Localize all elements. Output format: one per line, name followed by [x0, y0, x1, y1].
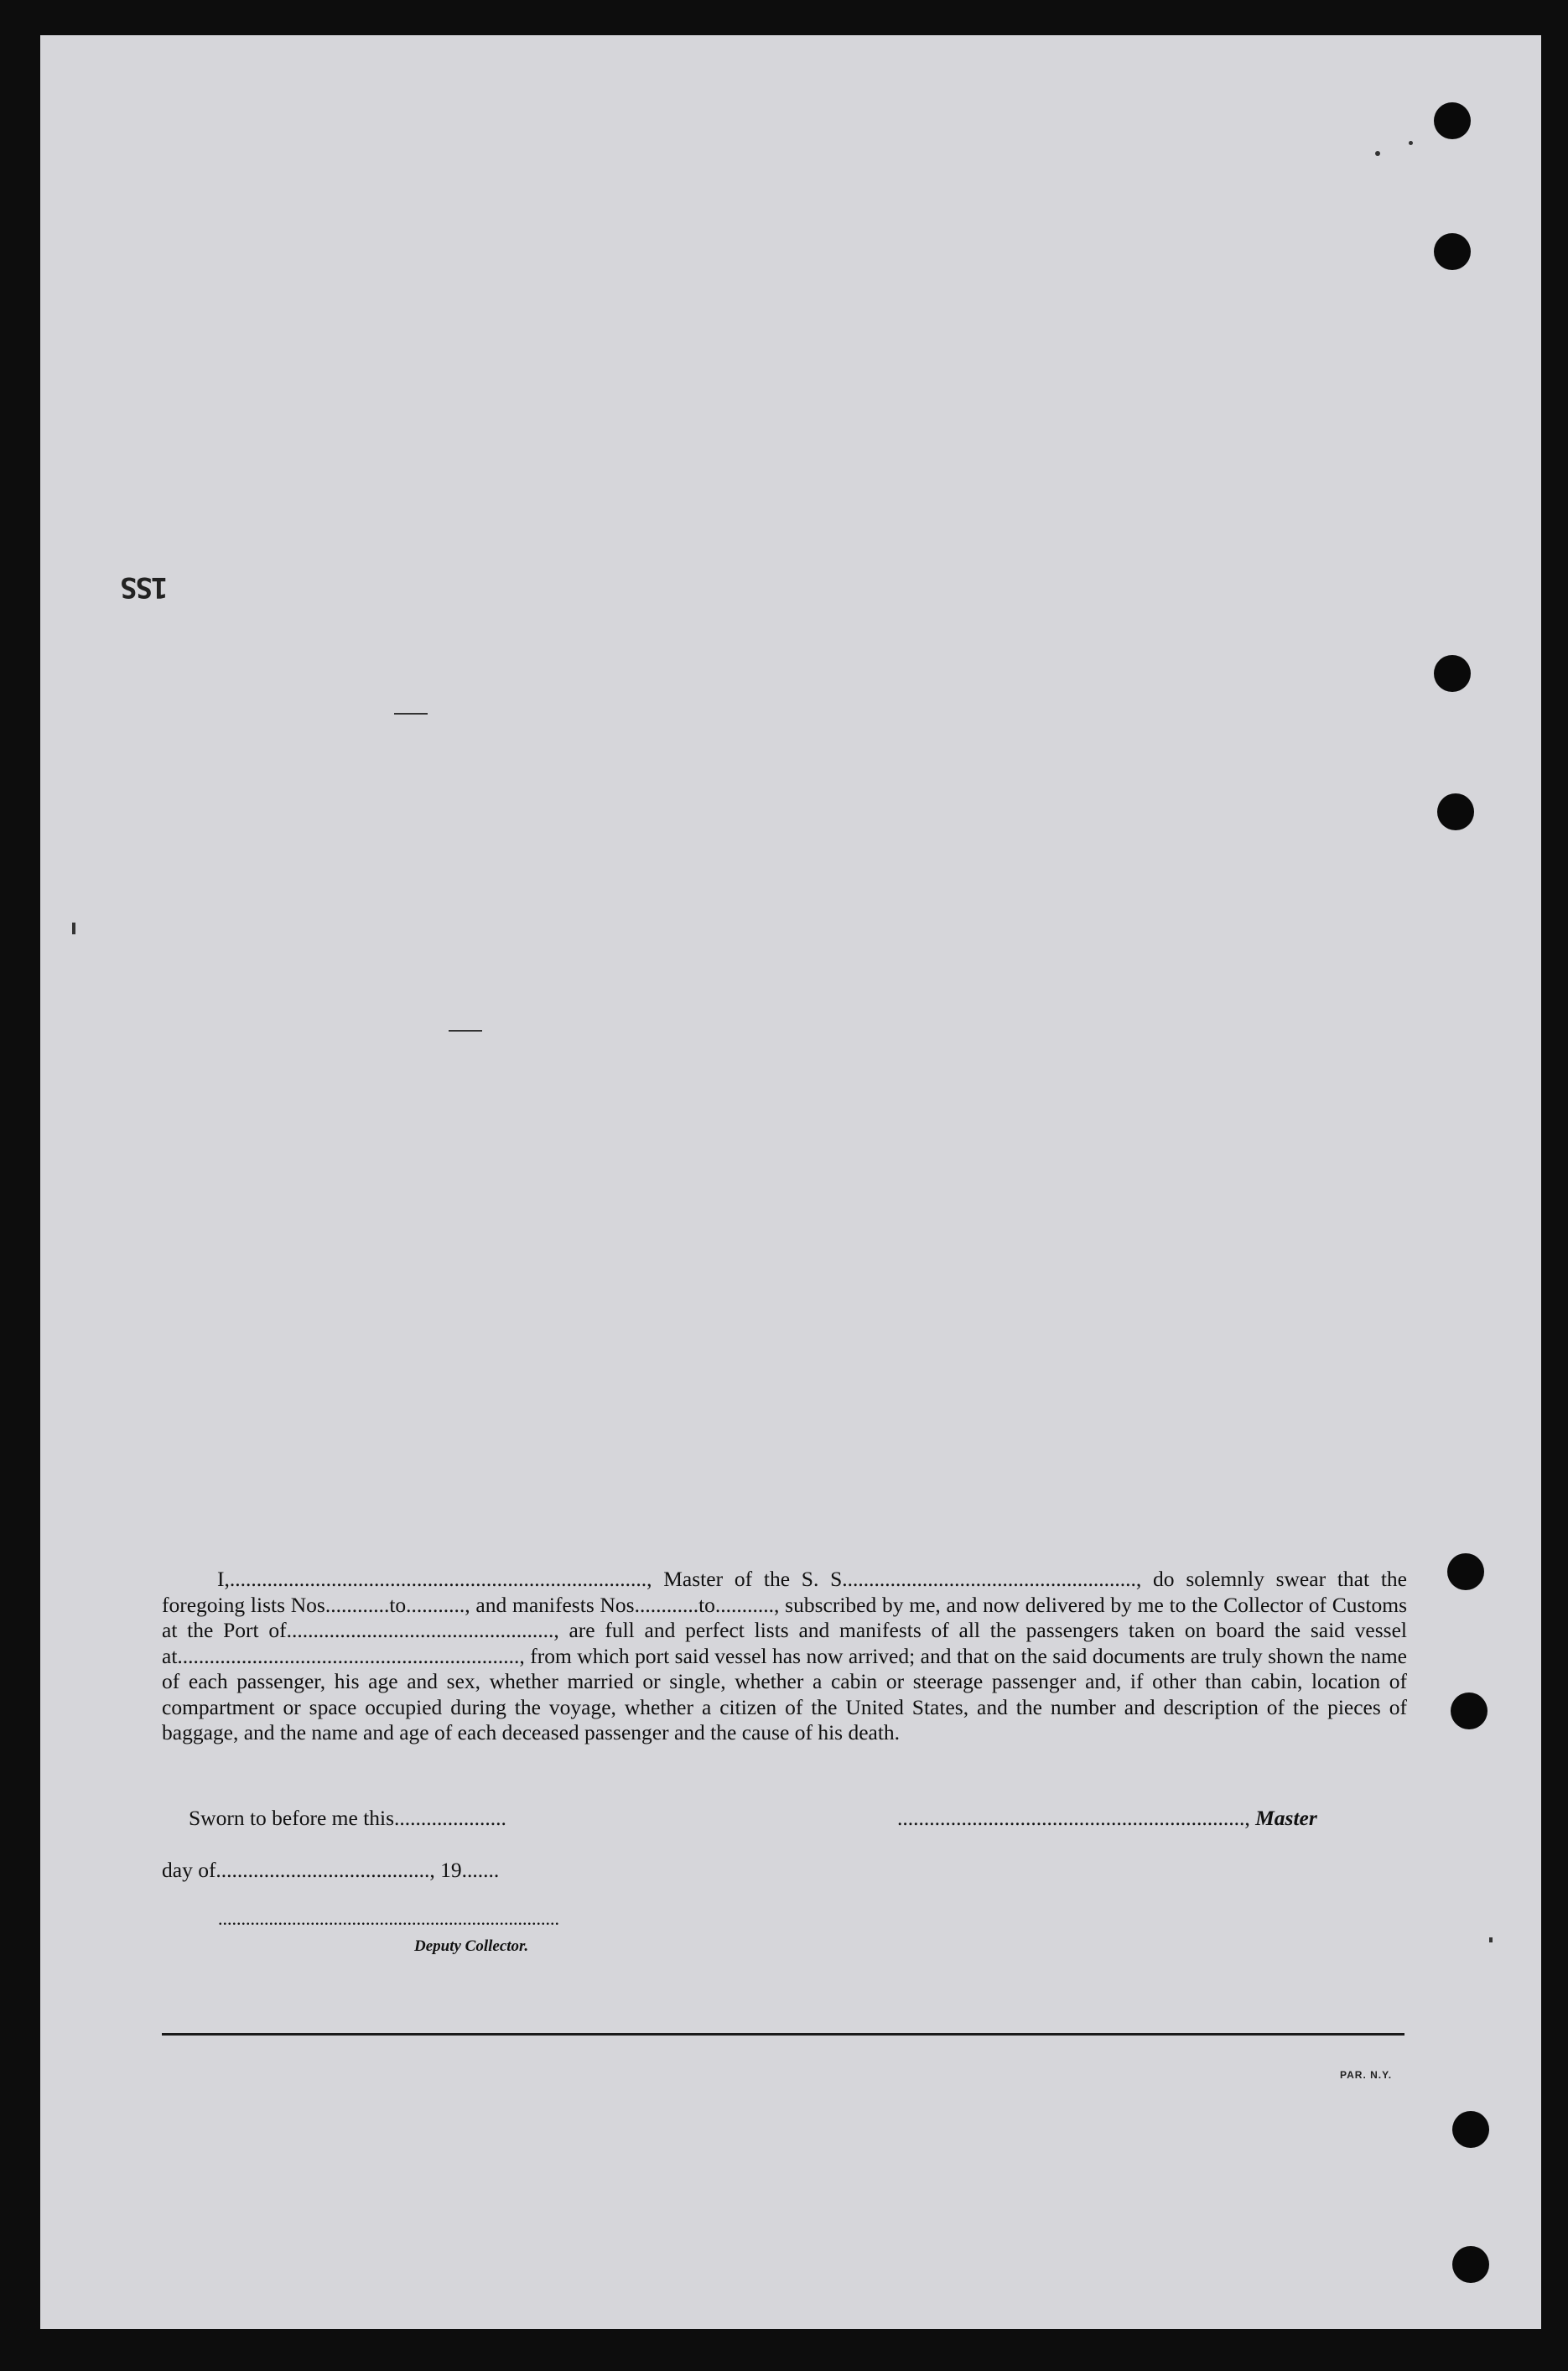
binder-hole-8: [1452, 2246, 1489, 2283]
sworn-line: [189, 1806, 506, 1831]
form-page: [40, 35, 1541, 2329]
scan-dash: [449, 1030, 482, 1032]
page-number-stamp: 1SS: [122, 570, 169, 604]
master-declaration: [162, 1567, 1407, 1746]
binder-hole-2: [1434, 233, 1471, 270]
master-signature-line: [897, 1806, 1317, 1831]
scan-speck: [1489, 1937, 1493, 1942]
master-dots: .................................................................,: [897, 1806, 1250, 1830]
binder-hole-4: [1437, 793, 1474, 830]
day-text: day of........................................, 19.......: [162, 1858, 500, 1882]
binder-hole-1: [1434, 102, 1471, 139]
scan-speck: [1375, 151, 1380, 156]
master-label: Master: [1255, 1806, 1317, 1830]
day-line: [162, 1858, 499, 1883]
deputy-label-line: [414, 1932, 528, 1957]
deputy-dots: ..........................................................................: [218, 1908, 559, 1929]
scan-speck: [72, 923, 75, 934]
sworn-text: Sworn to before me this.....................: [189, 1806, 506, 1830]
binder-hole-7: [1452, 2111, 1489, 2148]
bottom-rule: [162, 2033, 1404, 2036]
deputy-dots-line: [218, 1908, 559, 1930]
binder-hole-6: [1451, 1692, 1488, 1729]
declaration-text: I,.............................................................................., Master of the S. S......................................................., do solemnly swear that the foregoing lists Nos............to..........., and manifests Nos............to..........., subscribed by me, and now delivered by me to the Collector of Customs at the Port of.................................................., are full and perfect lists and manifests of all the passengers taken on board the said vessel at................................................................, from which port said vessel has now arrived; and that on the said documents are truly shown the name of each passenger, his age and sex, whether married or single, whether a cabin or steerage passenger and, if other than cabin, location of compartment or space occupied during the voyage, whether a citizen of the United States, and the number and description of the pieces of baggage, and the name and age of each deceased passenger and the cause of his death.: [162, 1567, 1407, 1744]
scan-speck: [1409, 141, 1413, 145]
binder-hole-3: [1434, 655, 1471, 692]
printer-imprint: PAR. N.Y.: [1340, 2069, 1393, 2081]
scan-dash: [394, 713, 428, 715]
deputy-label: Deputy Collector.: [414, 1937, 529, 1955]
binder-hole-5: [1447, 1553, 1484, 1590]
